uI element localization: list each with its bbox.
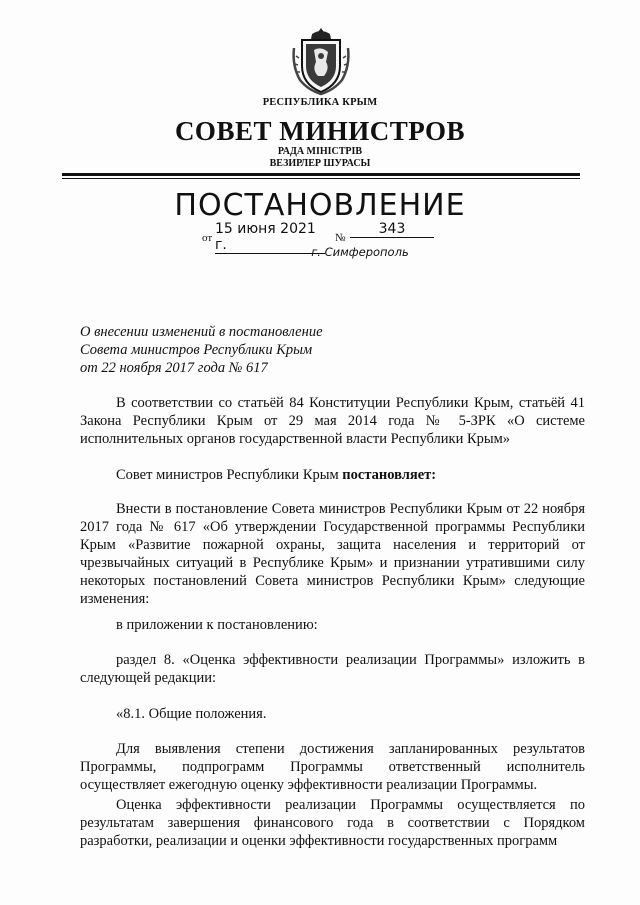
resolves-text: Совет министров Республики Крым	[116, 467, 343, 483]
header-divider-thin	[62, 178, 580, 179]
date-prefix: от	[202, 232, 213, 244]
council-title: СОВЕТ МИНИСТРОВ	[174, 116, 466, 146]
paragraph-amendments: Внести в постановление Совета министров Республики Крым от 22 ноября 2017 года № 617 «Об утверждении Государственной программы Республики Крым «Развитие пожарной охраны, защита населения и территорий от чрезвычайных ситуаций в Республике Крым» и признании утратившими силу некоторых постановлений Совета министров Республики Крым» следующие изменения:	[80, 501, 585, 607]
republic-name: РЕСПУБЛИКА КРЫМ	[262, 97, 378, 108]
document-number: 343	[350, 221, 434, 238]
header-divider-thick	[62, 173, 580, 176]
council-title-ukrainian: РАДА МІНІСТРІВ	[277, 146, 363, 157]
crimea-coat-of-arms-icon	[290, 26, 352, 96]
subject-line: Совета министров Республики Крым	[80, 342, 313, 358]
number-sign: №	[335, 232, 346, 244]
paragraph-evaluation: Для выявления степени достижения запланированных результатов Программы, подпрограмм Программы ответственный исполнитель осуществляет ежегодную оценку эффективности реализации Программы.	[80, 741, 585, 793]
subject-line: О внесении изменений в постановление	[80, 324, 323, 340]
paragraph-evaluation-procedure: Оценка эффективности реализации Программы осуществляется по результатам завершения финансового года в соответствии с Порядком разработки, реализации и оценки эффективности государственных программ	[80, 797, 585, 849]
document-subject	[80, 323, 323, 377]
council-title-crimean-tatar: ВЕЗИРЛЕР ШУРАСЫ	[269, 158, 371, 169]
subject-line: от 22 ноября 2017 года № 617	[80, 360, 268, 376]
document-date: 15 июня 2021 г.	[215, 221, 325, 254]
paragraph-resolves	[80, 466, 585, 484]
document-city: г. Симферополь	[311, 245, 409, 259]
document-type: ПОСТАНОВЛЕНИЕ	[174, 188, 466, 223]
paragraph-annex: в приложении к постановлению:	[116, 617, 318, 633]
resolves-bold: постановляет:	[342, 467, 437, 483]
paragraph-general-provisions: «8.1. Общие положения.	[116, 706, 267, 722]
paragraph-section-8: раздел 8. «Оценка эффективности реализации Программы» изложить в следующей редакции:	[80, 652, 585, 686]
paragraph-legal-basis: В соответствии со статьёй 84 Конституции Республики Крым, статьёй 41 Закона Республики Крым от 29 мая 2014 года № 5-ЗРК «О системе исполнительных органов государственной власти Республики Крым»	[80, 395, 585, 447]
